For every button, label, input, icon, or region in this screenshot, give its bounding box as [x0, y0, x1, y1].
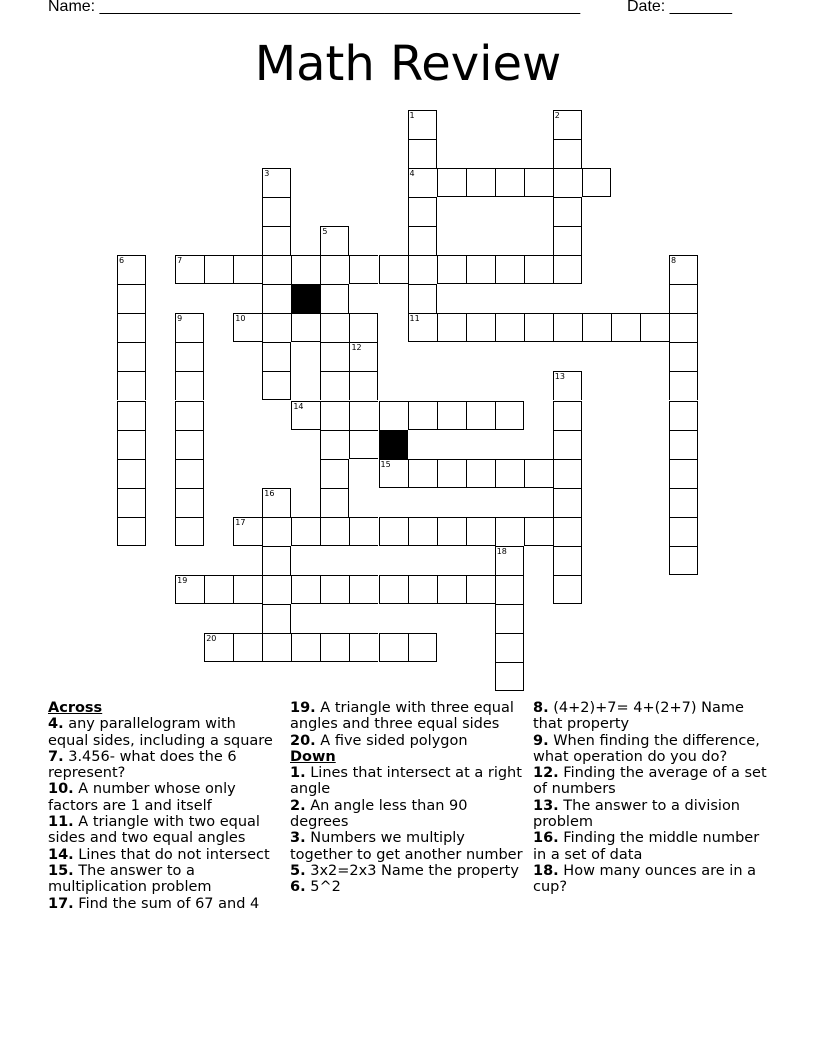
crossword-cell[interactable]: [262, 284, 291, 313]
clue-item: [290, 879, 528, 895]
clue-item: [48, 814, 280, 847]
clue-text: (4+2)+7= 4+(2+7) Name that property: [533, 700, 744, 733]
crossword-cell[interactable]: [408, 633, 437, 662]
clue-number-label: 9: [177, 314, 183, 324]
crossword-cell[interactable]: [349, 313, 378, 342]
clue-number-label: 12: [351, 343, 362, 353]
crossword-cell[interactable]: [669, 517, 698, 546]
crossword-cell[interactable]: [553, 139, 582, 168]
crossword-cell[interactable]: [669, 371, 698, 400]
clue-number: 13.: [533, 797, 559, 814]
crossword-cell[interactable]: [408, 139, 437, 168]
crossword-cell[interactable]: [175, 488, 204, 517]
crossword-cell[interactable]: [349, 517, 378, 546]
clue-number: 3.: [290, 830, 306, 847]
crossword-cell[interactable]: [349, 633, 378, 662]
crossword-cell[interactable]: [117, 342, 146, 371]
crossword-cell[interactable]: [553, 401, 582, 430]
clue-text: A number whose only factors are 1 and itself: [48, 781, 236, 814]
crossword-cell[interactable]: [408, 401, 437, 430]
crossword-cell[interactable]: [437, 313, 466, 342]
crossword-cell[interactable]: [495, 313, 524, 342]
clue-text: Finding the average of a set of numbers: [533, 765, 767, 798]
crossword-cell[interactable]: [262, 517, 291, 546]
crossword-cell[interactable]: [379, 575, 408, 604]
crossword-cell[interactable]: [233, 313, 262, 342]
clue-item: [48, 781, 280, 814]
crossword-cell[interactable]: [408, 517, 437, 546]
crossword-cell[interactable]: [379, 255, 408, 284]
clue-number-label: 10: [235, 314, 246, 324]
clue-number-label: 11: [409, 314, 420, 324]
crossword-cell[interactable]: [553, 226, 582, 255]
crossword-cell[interactable]: [349, 371, 378, 400]
clue-number-label: 16: [264, 488, 275, 498]
clue-number-label: 15: [380, 459, 391, 469]
clue-number-label: 13: [554, 372, 565, 382]
crossword-cell[interactable]: [233, 517, 262, 546]
clue-column-1: [48, 700, 280, 912]
crossword-cell[interactable]: [379, 633, 408, 662]
clue-item: [290, 733, 528, 749]
clue-number-label: 2: [554, 111, 560, 120]
crossword-cell[interactable]: [553, 546, 582, 575]
crossword-cell[interactable]: [175, 430, 204, 459]
crossword-cell[interactable]: [553, 197, 582, 226]
crossword-cell[interactable]: [408, 197, 437, 226]
clue-number: 18.: [533, 862, 559, 879]
crossword-cell[interactable]: [437, 459, 466, 488]
crossword-black-cell: [379, 430, 408, 459]
crossword-cell[interactable]: [262, 633, 291, 662]
crossword-cell[interactable]: [291, 575, 320, 604]
crossword-cell[interactable]: [669, 284, 698, 313]
crossword-cell[interactable]: [262, 226, 291, 255]
clue-number: 2.: [290, 797, 306, 814]
clue-item: [290, 863, 528, 879]
crossword-cell[interactable]: [437, 517, 466, 546]
clue-text: Lines that do not intersect: [73, 846, 270, 863]
crossword-cell[interactable]: [466, 168, 495, 197]
clue-item: [290, 765, 528, 798]
clue-number: 20.: [290, 732, 316, 749]
clue-item: [533, 830, 773, 863]
crossword-cell[interactable]: [117, 313, 146, 342]
clue-number-label: 5: [322, 227, 328, 237]
clue-text: The answer to a division problem: [533, 797, 741, 831]
crossword-cell[interactable]: [175, 255, 204, 284]
crossword-cell[interactable]: [437, 168, 466, 197]
crossword-cell[interactable]: [495, 633, 524, 662]
crossword-cell[interactable]: [117, 371, 146, 400]
crossword-cell[interactable]: [466, 313, 495, 342]
crossword-cell[interactable]: [669, 546, 698, 575]
crossword-cell[interactable]: [553, 459, 582, 488]
crossword-cell[interactable]: [466, 401, 495, 430]
crossword-cell[interactable]: [320, 517, 349, 546]
crossword-cell[interactable]: [640, 313, 669, 342]
clue-number: 8.: [533, 700, 549, 716]
crossword-cell[interactable]: [669, 342, 698, 371]
crossword-cell[interactable]: [669, 488, 698, 517]
clue-section-heading: Down: [290, 748, 336, 765]
crossword-cell[interactable]: [233, 633, 262, 662]
clue-number: 5.: [290, 862, 306, 879]
clue-text: When finding the difference, what operation do you do?: [533, 732, 760, 765]
clue-number: 19.: [290, 700, 316, 716]
crossword-cell[interactable]: [175, 371, 204, 400]
crossword-cell[interactable]: [669, 430, 698, 459]
crossword-cell[interactable]: [320, 255, 349, 284]
clue-item: [48, 716, 280, 749]
crossword-cell[interactable]: [553, 371, 582, 400]
clue-number-label: 1: [409, 111, 415, 120]
crossword-cell[interactable]: [582, 313, 611, 342]
crossword-cell[interactable]: [495, 168, 524, 197]
crossword-cell[interactable]: [320, 633, 349, 662]
page-title: Math Review: [254, 36, 562, 92]
clue-text: Find the sum of 67 and 4: [73, 895, 260, 912]
crossword-cell[interactable]: [117, 517, 146, 546]
crossword-cell[interactable]: [553, 110, 582, 139]
crossword-cell[interactable]: [117, 284, 146, 313]
crossword-cell[interactable]: [495, 604, 524, 633]
crossword-cell[interactable]: [669, 255, 698, 284]
crossword-cell[interactable]: [262, 546, 291, 575]
clue-number: 12.: [533, 765, 559, 782]
crossword-cell[interactable]: [524, 517, 553, 546]
crossword-cell[interactable]: [669, 313, 698, 342]
crossword-cell[interactable]: [524, 313, 553, 342]
crossword-cell[interactable]: [117, 459, 146, 488]
date-field-label: Date: _______: [627, 0, 732, 15]
crossword-cell[interactable]: [262, 197, 291, 226]
crossword-cell[interactable]: [204, 255, 233, 284]
clue-number: 11.: [48, 814, 74, 831]
crossword-cell[interactable]: [175, 459, 204, 488]
crossword-cell[interactable]: [466, 575, 495, 604]
clue-item: [290, 700, 528, 733]
clue-text: Numbers we multiply together to get another number: [290, 830, 523, 863]
clue-number-label: 17: [235, 517, 246, 527]
clue-text: The answer to a multiplication problem: [48, 862, 212, 896]
crossword-cell[interactable]: [408, 168, 437, 197]
crossword-cell[interactable]: [437, 401, 466, 430]
clue-item: [48, 749, 280, 782]
crossword-cell[interactable]: [495, 401, 524, 430]
clue-text: Finding the middle number in a set of data: [533, 830, 760, 863]
clue-text: 3x2=2x3 Name the property: [305, 862, 519, 879]
clue-number: 16.: [533, 830, 559, 847]
crossword-cell[interactable]: [553, 313, 582, 342]
crossword-cell[interactable]: [495, 662, 524, 691]
clue-text: A five sided polygon: [315, 732, 468, 749]
crossword-cell[interactable]: [262, 604, 291, 633]
crossword-cell[interactable]: [466, 517, 495, 546]
crossword-cell[interactable]: [495, 546, 524, 575]
crossword-cell[interactable]: [408, 313, 437, 342]
clue-number: 10.: [48, 781, 74, 798]
crossword-cell[interactable]: [233, 575, 262, 604]
clue-item: [533, 765, 773, 798]
clue-number: 17.: [48, 895, 74, 912]
crossword-cell[interactable]: [437, 575, 466, 604]
crossword-cell[interactable]: [349, 255, 378, 284]
crossword-cell[interactable]: [262, 371, 291, 400]
clue-column-2: [290, 700, 528, 896]
crossword-cell[interactable]: [175, 575, 204, 604]
name-field-label: Name: ______________________________________________________: [48, 0, 581, 15]
clue-number: 6.: [290, 879, 306, 896]
crossword-cell[interactable]: [495, 459, 524, 488]
crossword-cell[interactable]: [553, 430, 582, 459]
crossword-cell[interactable]: [117, 255, 146, 284]
clue-item: [48, 896, 280, 912]
crossword-cell[interactable]: [291, 313, 320, 342]
crossword-cell[interactable]: [320, 401, 349, 430]
clue-item: [48, 863, 280, 896]
clue-number: 7.: [48, 748, 64, 765]
crossword-cell[interactable]: [117, 488, 146, 517]
crossword-cell[interactable]: [320, 488, 349, 517]
clue-number: 14.: [48, 846, 74, 863]
clue-number-label: 6: [119, 256, 125, 266]
crossword-cell[interactable]: [262, 342, 291, 371]
crossword-cell[interactable]: [379, 459, 408, 488]
clue-item: [533, 863, 773, 896]
crossword-cell[interactable]: [320, 226, 349, 255]
crossword-cell[interactable]: [553, 168, 582, 197]
clue-text: 5^2: [305, 879, 341, 896]
crossword-cell[interactable]: [408, 575, 437, 604]
crossword-cell[interactable]: [582, 168, 611, 197]
clue-number-label: 14: [293, 401, 304, 411]
crossword-cell[interactable]: [175, 313, 204, 342]
clue-item: [533, 700, 773, 733]
clue-number-label: 7: [177, 256, 183, 266]
clue-item: [290, 830, 528, 863]
clue-text: An angle less than 90 degrees: [290, 797, 468, 831]
clue-item: [533, 733, 773, 766]
crossword-cell[interactable]: [320, 284, 349, 313]
crossword-cell[interactable]: [117, 430, 146, 459]
crossword-cell[interactable]: [262, 168, 291, 197]
crossword-cell[interactable]: [379, 401, 408, 430]
crossword-cell[interactable]: [553, 575, 582, 604]
clue-number-label: 20: [206, 633, 217, 643]
clue-item: [48, 847, 280, 863]
clue-text: 3.456- what does the 6 represent?: [48, 748, 237, 782]
crossword-cell[interactable]: [262, 488, 291, 517]
crossword-cell[interactable]: [524, 459, 553, 488]
crossword-cell[interactable]: [204, 575, 233, 604]
clue-number: 4.: [48, 716, 64, 733]
crossword-cell[interactable]: [524, 255, 553, 284]
crossword-cell[interactable]: [320, 313, 349, 342]
crossword-cell[interactable]: [495, 575, 524, 604]
crossword-cell[interactable]: [408, 284, 437, 313]
clue-text: How many ounces are in a cup?: [533, 862, 757, 896]
clue-number-label: 4: [409, 169, 415, 179]
crossword-cell[interactable]: [466, 459, 495, 488]
crossword-cell[interactable]: [408, 226, 437, 255]
crossword-cell[interactable]: [553, 517, 582, 546]
clue-text: any parallelogram with equal sides, including a square: [48, 716, 273, 749]
crossword-cell[interactable]: [349, 342, 378, 371]
crossword-cell[interactable]: [349, 401, 378, 430]
crossword-cell[interactable]: [669, 401, 698, 430]
clue-text: A triangle with three equal angles and three equal sides: [290, 700, 514, 733]
crossword-cell[interactable]: [204, 633, 233, 662]
crossword-cell[interactable]: [408, 255, 437, 284]
clue-section-heading: Across: [48, 700, 103, 716]
clue-number: 1.: [290, 765, 306, 782]
clue-item: [533, 798, 773, 831]
crossword-cell[interactable]: [320, 575, 349, 604]
crossword-cell[interactable]: [262, 255, 291, 284]
crossword-cell[interactable]: [349, 430, 378, 459]
crossword-black-cell: [291, 284, 320, 313]
clue-column-3: [533, 700, 773, 896]
crossword-cell[interactable]: [611, 313, 640, 342]
crossword-cell[interactable]: [262, 575, 291, 604]
crossword-cell[interactable]: [320, 459, 349, 488]
crossword-cell[interactable]: [379, 517, 408, 546]
crossword-cell[interactable]: [262, 313, 291, 342]
clue-number-label: 3: [264, 169, 270, 179]
crossword-cell[interactable]: [553, 255, 582, 284]
crossword-cell[interactable]: [524, 168, 553, 197]
crossword-cell[interactable]: [291, 517, 320, 546]
clue-number: 9.: [533, 732, 549, 749]
crossword-cell[interactable]: [349, 575, 378, 604]
crossword-cell[interactable]: [233, 255, 262, 284]
crossword-cell[interactable]: [291, 255, 320, 284]
crossword-cell[interactable]: [553, 488, 582, 517]
crossword-cell[interactable]: [291, 633, 320, 662]
crossword-cell[interactable]: [291, 401, 320, 430]
crossword-cell[interactable]: [408, 110, 437, 139]
clue-number: 15.: [48, 862, 74, 879]
crossword-cell[interactable]: [669, 459, 698, 488]
clue-number-label: 8: [671, 256, 677, 266]
crossword-cell[interactable]: [466, 255, 495, 284]
crossword-cell[interactable]: [175, 401, 204, 430]
crossword-cell[interactable]: [437, 255, 466, 284]
crossword-cell[interactable]: [495, 255, 524, 284]
clue-number-label: 19: [177, 575, 188, 585]
crossword-cell[interactable]: [175, 342, 204, 371]
crossword-cell[interactable]: [320, 371, 349, 400]
crossword-cell[interactable]: [320, 342, 349, 371]
clue-number-label: 18: [496, 546, 507, 556]
clue-item: [290, 798, 528, 831]
crossword-cell[interactable]: [117, 401, 146, 430]
crossword-cell[interactable]: [175, 517, 204, 546]
crossword-cell[interactable]: [495, 517, 524, 546]
crossword-cell[interactable]: [408, 459, 437, 488]
crossword-cell[interactable]: [320, 430, 349, 459]
clue-text: A triangle with two equal sides and two equal angles: [48, 814, 260, 847]
clue-text: Lines that intersect at a right angle: [290, 765, 522, 798]
